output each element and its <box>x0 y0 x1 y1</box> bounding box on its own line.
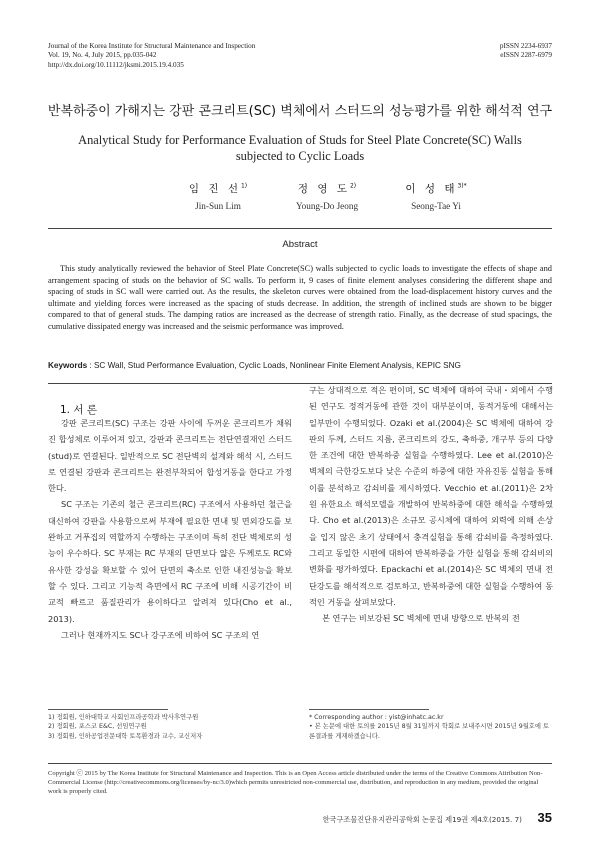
author-1-english: Jin-Sun Lim <box>195 201 241 211</box>
footnote-rule-left <box>48 709 168 710</box>
page-number: 35 <box>537 810 552 825</box>
abstract-text: This study analytically reviewed the behavior of Steel Plate Concrete(SC) walls subjected to cyclic loads to investigate the effects of shape and arrangement spacing of studs on the behavior of SC walls. To perform it, 9 cases of finite element analyses considering the different shape and spacing of studs in SC wall were carried out. As the results, the skeleton curves were obtained from the load-displacement history curves and the ultimate and yielding forces were increased as the spacing of studs decrease. In addition, the strength of inclined studs are shown to be bigger compared to that of general studs. The damping ratios are increased as the decrease of strength ratio. Finally, as the decrease of stud spacings, the cumulative dissipated energy was increased and the seismic performance was improved. <box>48 264 552 331</box>
author-3-affiliation-mark: 3)* <box>457 182 467 190</box>
author-1-korean: 임 진 선 <box>188 183 241 195</box>
paragraph: 그러나 현재까지도 SC나 강구조에 비하여 SC 구조의 연 <box>61 629 260 640</box>
footnote-rule-right <box>309 709 429 710</box>
title-english <box>70 132 530 164</box>
keywords <box>48 361 552 370</box>
title-english-line1: Analytical Study for Performance Evaluation of Studs for Steel Plate Concrete(SC) Walls <box>78 133 522 147</box>
journal-header <box>48 42 255 70</box>
author-2-korean: 정 영 도 <box>297 183 350 195</box>
paragraph: SC 구조는 기존의 철근 콘크리트(RC) 구조에서 사용하던 철근을 대신하여 강판을 사용함으로써 부재에 필요한 면내 및 면외강도를 보완하고 거푸집의 역할까지 수행하는 구조이며 특히 전단 벽체로의 성능이 우수하다. SC 부재는 RC 부재의 단면보다 얇은 두께로도 RC와 유사한 강성을 확보할 수 있어 단면의 축소로 인한 내진성능을 확보할 수 있다. 그리고 기능적 측면에서 RC 구조에 비해 시공기간이 비교적 빠르고 품질관리가 용이하다고 알려져 있다(Cho et al., 2013). <box>48 499 292 624</box>
title-english-line2: subjected to Cyclic Loads <box>235 149 365 163</box>
section-title: 1. 서 론 <box>60 404 97 416</box>
issn-online: eISSN 2287-6979 <box>500 51 552 60</box>
author-3-korean: 이 성 태 <box>405 183 458 195</box>
footnotes-left <box>48 713 292 741</box>
author-3-english: Seong-Tae Yi <box>411 201 461 211</box>
keywords-label: Keywords <box>48 361 88 370</box>
keywords-list: : SC Wall, Stud Performance Evaluation, Cyclic Loads, Nonlinear Finite Element Analysis, KEPIC SNG <box>89 361 461 370</box>
corresponding-author: * Corresponding author : yist@inhatc.ac.kr <box>309 714 444 721</box>
doi-link[interactable]: http://dx.doi.org/10.11112/jksmi.2015.19.4.035 <box>48 60 184 69</box>
paragraph: 구는 상대적으로 적은 편이며, SC 벽체에 대하여 국내・외에서 수행된 연구도 정적거동에 관한 것이 대부분이며, 동적거동에 대해서는 일부만이 수행되었다. Ozaki et al.(2004)은 SC 벽체에 대하여 강판의 두께, 스터드 지름, 콘크리트의 강도, 축하중, 개구부 등의 다양한 조건에 대한 반복하중 실험을 수행하였다. Lee et al.(2010)은 벽체의 극한강도보다 낮은 수준의 하중에 대한 자유진동 실험을 통해 이를 분석하고 감쇠비를 제시하였다. Vecchio et al.(2011)은 2차원 유한요소 해석모델을 개발하여 반복하중에 대한 해석을 수행하였다. Cho et al.(2013)은 소규모 공시체에 대하여 외력에 의해 손상을 입지 않은 초기 상태에서 충격실험을 통해 감쇠비를 측정하였다. 그리고 동일한 시편에 대하여 반복하중을 가한 실험을 통해 감쇠비의 변화를 평가하였다. Epackachi et al.(2014)은 SC 벽체의 면내 전단강도를 해석적으로 검토하고, 반복하중에 대한 실험을 수행하여 동적인 거동을 살펴보았다. <box>309 385 553 607</box>
footnotes-right <box>309 713 553 741</box>
title-korean: 반복하중이 가해지는 강판 콘크리트(SC) 벽체에서 스터드의 성능평가를 위한 해석적 연구 <box>47 104 553 119</box>
issn-print: pISSN 2234-6937 <box>499 42 552 50</box>
paragraph: 본 연구는 비보강된 SC 벽체에 면내 방향으로 반복의 전 <box>322 613 520 624</box>
author-2-english: Young-Do Jeong <box>295 201 359 211</box>
journal-name: Journal of the Korea Institute for Structural Maintenance and Inspection <box>48 42 256 50</box>
footnote-item: 1) 정회원, 인하대학교 사회인프라공학과 박사후연구원 <box>48 714 199 721</box>
journal-volume: Vol. 19, No. 4, July 2015, pp.035-042 <box>48 51 157 60</box>
abstract-heading: Abstract <box>282 239 318 250</box>
discussion-note: • 본 논문에 대한 토의를 2015년 8월 31일까지 학회로 보내주시면 2015년 9월호에 토론결과를 게재하겠습니다. <box>309 723 550 740</box>
copyright-notice: Copyright ⓒ 2015 by The Korea Institute for Structural Maintenance and Inspection. This is an Open Access article distributed under the terms of the Creative Commons Attribution Non-Commercial License (http://creativecommons.org/licenses/by-nc/3.0)which permits unrestricted non-commercial use, distribution, and reproduction in any medium, provided the original work is properly cited. <box>48 770 543 795</box>
body-column-left <box>48 415 292 643</box>
author-3 <box>366 181 506 211</box>
author-1-affiliation-mark: 1) <box>240 182 248 190</box>
body-column-right <box>309 382 553 626</box>
footnote-item: 3) 정회원, 인하공업전문대학 토목환경과 교수, 교신저자 <box>48 732 203 740</box>
abstract-top-rule <box>48 228 552 229</box>
footer-journal-info: 한국구조물진단유지관리공학회 논문집 제19권 제4호(2015. 7) <box>322 815 522 824</box>
paragraph: 강판 콘크리트(SC) 구조는 강판 사이에 두꺼운 콘크리트가 채워진 합성체로 이루어져 있고, 강판과 콘크리트는 전단연결재인 스터드(stud)로 연결된다. 일반적으로 SC 전단벽의 설계와 해석 시, 스터드로 연결된 강판과 콘크리트는 완전부착되어 합성거동을 한다고 가정한다. <box>48 418 292 494</box>
copyright-rule <box>48 763 552 764</box>
author-2-affiliation-mark: 2) <box>349 182 357 190</box>
issn-block <box>500 42 552 61</box>
footnote-item: 2) 정회원, 포스코 E&C, 선임연구원 <box>48 723 147 731</box>
